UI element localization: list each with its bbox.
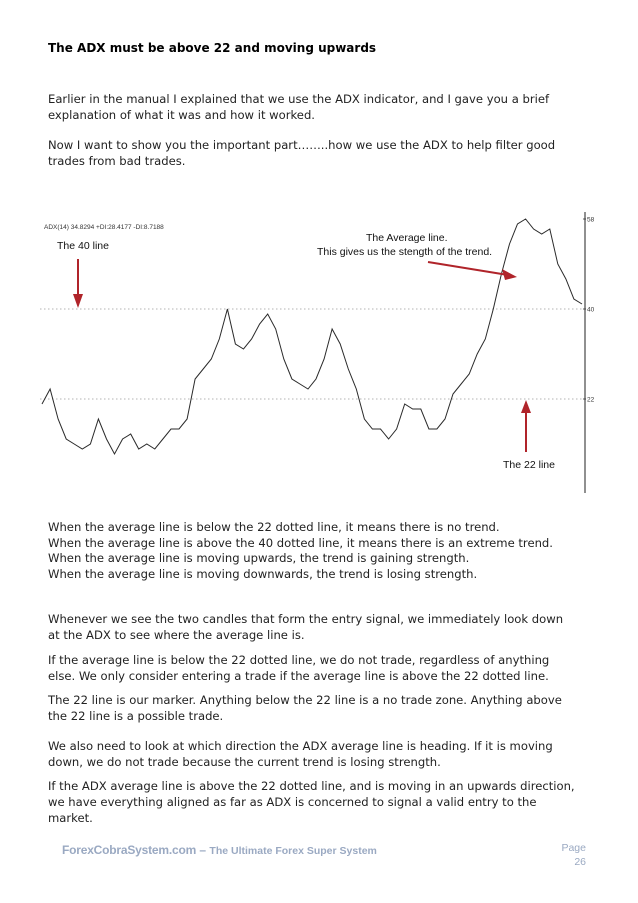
footer-site: ForexCobraSystem.com xyxy=(62,843,197,857)
intro-paragraph-1: Earlier in the manual I explained that we use the ADX indicator, and I gave you a brief explanation of what it was and how it worked. xyxy=(48,92,550,122)
paragraph-entry-signal: Whenever we see the two candles that form the entry signal, we immediately look down at the ADX to see where the average line is. xyxy=(48,612,564,642)
rule-line-3: When the average line is moving upwards, the trend is gaining strength. xyxy=(48,551,470,566)
page-number-block xyxy=(561,841,586,869)
footer-brand xyxy=(62,843,377,857)
paragraph-direction: We also need to look at which direction the ADX average line is heading. If it is moving down, we do not trade because the current trend is losing strength. xyxy=(48,739,553,769)
paragraph-aligned: If the ADX average line is above the 22 dotted line, and is moving in an upwards direction, we have everything aligned as far as ADX is concerned to signal a valid entry to the market. xyxy=(48,779,575,825)
y-tick-label: 40 xyxy=(587,306,595,314)
rule-line-4: When the average line is moving downwards, the trend is losing strength. xyxy=(48,566,478,581)
label-average-line: The Average line. xyxy=(366,232,448,244)
page-number: 26 xyxy=(574,856,586,868)
section-heading: The ADX must be above 22 and moving upwards xyxy=(48,41,377,55)
paragraph-below-22: If the average line is below the 22 dotted line, we do not trade, regardless of anything else. We only consider entering a trade if the average line is above the 22 dotted line. xyxy=(48,653,550,683)
label-40-line: The 40 line xyxy=(57,240,109,252)
page-label: Page xyxy=(561,842,586,854)
paragraph-marker: The 22 line is our marker. Anything below the 22 line is a no trade zone. Anything above the 22 line is a possible trade. xyxy=(48,693,562,723)
trend-rules xyxy=(48,520,603,582)
y-tick-label: 22 xyxy=(587,396,595,404)
adx-average-line xyxy=(42,219,582,454)
rule-line-2: When the average line is above the 40 dotted line, it means there is an extreme trend. xyxy=(48,535,553,550)
arrow-22-line xyxy=(521,400,531,452)
footer-dash: – xyxy=(196,843,210,857)
label-average-line-desc: This gives us the stength of the trend. xyxy=(317,246,493,258)
y-tick-label: 58 xyxy=(587,216,595,224)
chart-indicator-readout: ADX(14) 34.8294 +DI:28.4177 -DI:8.7188 xyxy=(44,224,164,231)
footer-tagline: The Ultimate Forex Super System xyxy=(209,845,377,857)
rule-line-1: When the average line is below the 22 dotted line, it means there is no trend. xyxy=(48,520,500,534)
reference-lines xyxy=(40,309,583,399)
label-22-line: The 22 line xyxy=(503,459,555,471)
intro-paragraph-2: Now I want to show you the important part……..how we use the ADX to help filter good trades from bad trades. xyxy=(48,138,556,168)
arrow-40-line xyxy=(73,259,83,308)
